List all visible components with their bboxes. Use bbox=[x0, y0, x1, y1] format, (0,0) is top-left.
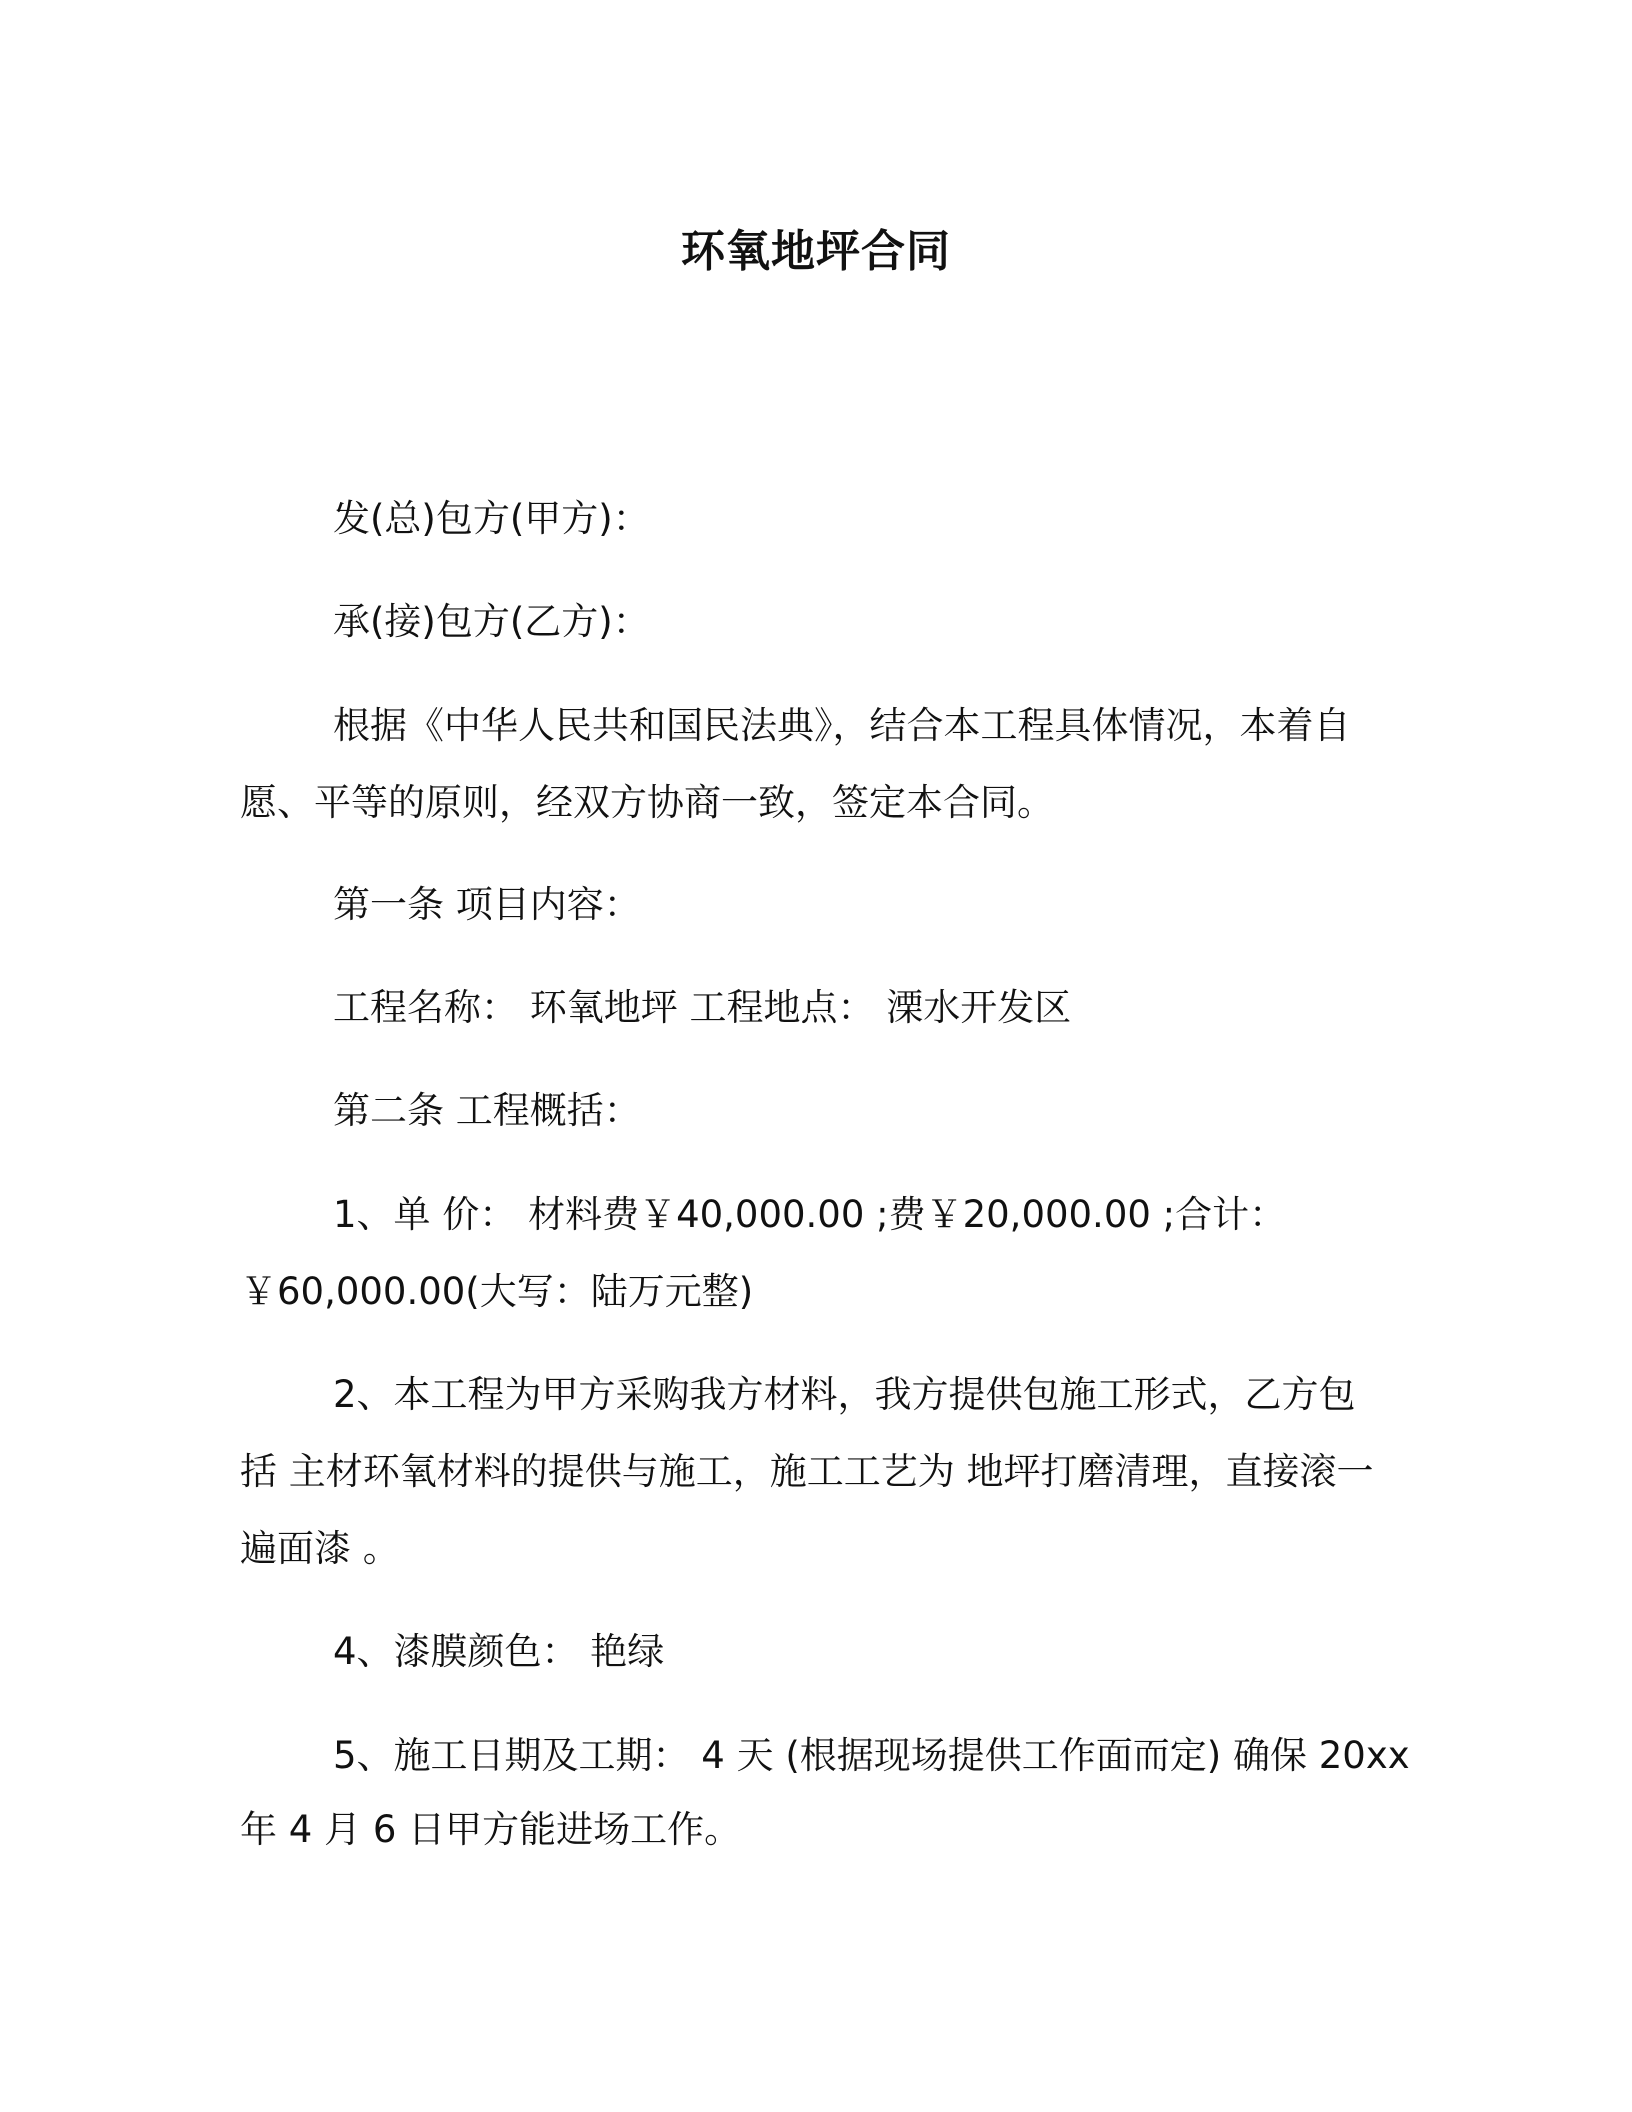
item-5-line-1: 5、施工日期及工期： 4 天 (根据现场提供工作面而定) 确保 20xx bbox=[333, 1734, 1410, 1777]
item-4-line: 4、漆膜颜色： 艳绿 bbox=[333, 1630, 665, 1673]
item-2-line-2: 括 主材环氧材料的提供与施工，施工工艺为 地坪打磨清理，直接滚一 bbox=[240, 1450, 1374, 1493]
item-1-line-1: 1、单 价： 材料费￥40,000.00 ;费￥20,000.00 ;合计： bbox=[333, 1193, 1287, 1236]
article-2-heading: 第二条 工程概括： bbox=[333, 1089, 641, 1132]
preamble-line-2: 愿、平等的原则，经双方协商一致，签定本合同。 bbox=[240, 781, 1054, 824]
article-1-heading: 第一条 项目内容： bbox=[333, 883, 641, 926]
item-2-line-1: 2、本工程为甲方采购我方材料，我方提供包施工形式，乙方包 bbox=[333, 1373, 1356, 1416]
party-a-line: 发(总)包方(甲方)： bbox=[333, 497, 650, 540]
party-b-line: 承(接)包方(乙方)： bbox=[333, 600, 650, 643]
item-1-line-2: ￥60,000.00(大写：陆万元整) bbox=[240, 1270, 754, 1313]
project-info-line: 工程名称： 环氧地坪 工程地点： 溧水开发区 bbox=[333, 986, 1072, 1029]
document-title: 环氧地坪合同 bbox=[681, 226, 951, 277]
preamble-line-1: 根据《中华人民共和国民法典》，结合本工程具体情况，本着自 bbox=[333, 704, 1351, 747]
item-2-line-3: 遍面漆 。 bbox=[240, 1527, 400, 1570]
item-5-line-2: 年 4 月 6 日甲方能进场工作。 bbox=[240, 1808, 742, 1851]
